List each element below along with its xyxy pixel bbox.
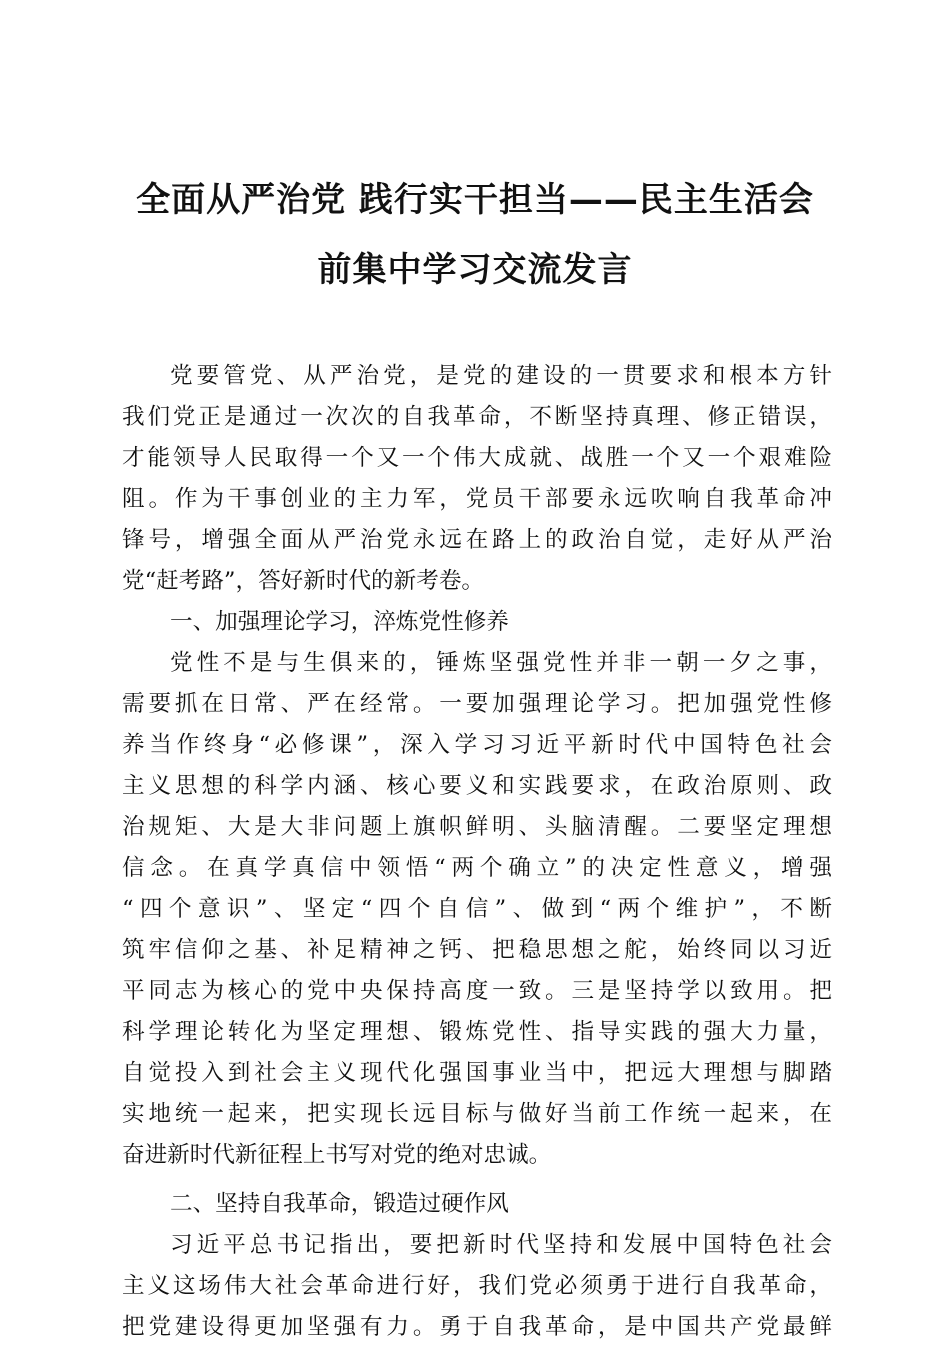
section-heading-1: 一、加强理论学习，淬炼党性修养 bbox=[170, 609, 509, 635]
paragraph-line: 主义这场伟大社会革命进行好，我们党必须勇于进行自我革命， bbox=[122, 1273, 832, 1299]
paragraph-line: 锋号，增强全面从严治党永远在路上的政治自觉，走好从严治 bbox=[122, 527, 832, 553]
paragraph-line: 主义思想的科学内涵、核心要义和实践要求，在政治原则、政 bbox=[122, 773, 832, 799]
paragraph-line: 平同志为核心的党中央保持高度一致。三是坚持学以致用。把 bbox=[122, 978, 832, 1004]
paragraph-line: 需要抓在日常、严在经常。一要加强理论学习。把加强党性修 bbox=[122, 691, 832, 717]
paragraph-line: 科学理论转化为坚定理想、锻炼党性、指导实践的强大力量， bbox=[122, 1019, 832, 1045]
section-heading-2: 二、坚持自我革命，锻造过硬作风 bbox=[170, 1191, 509, 1217]
paragraph-line: 我们党正是通过一次次的自我革命，不断坚持真理、修正错误， bbox=[122, 404, 832, 430]
paragraph-line: 党“赶考路”，答好新时代的新考卷。 bbox=[122, 568, 485, 594]
paragraph-line: 把党建设得更加坚强有力。勇于自我革命，是中国共产党最鲜 bbox=[122, 1314, 832, 1340]
paragraph-line: 筑牢信仰之基、补足精神之钙、把稳思想之舵，始终同以习近 bbox=[122, 937, 832, 963]
document-body bbox=[122, 356, 832, 1348]
paragraph-line: 养当作终身“必修课”，深入学习习近平新时代中国特色社会 bbox=[122, 732, 832, 758]
paragraph-line: 治规矩、大是大非问题上旗帜鲜明、头脑清醒。二要坚定理想 bbox=[122, 814, 832, 840]
paragraph-line: 奋进新时代新征程上书写对党的绝对忠诚。 bbox=[122, 1142, 552, 1168]
paragraph-line: 阻。作为干事创业的主力军，党员干部要永远吹响自我革命冲 bbox=[122, 486, 832, 512]
paragraph-line: 习近平总书记指出，要把新时代坚持和发展中国特色社会 bbox=[170, 1232, 832, 1258]
paragraph-line: “四个意识”、坚定“四个自信”、做到“两个维护”，不断 bbox=[122, 896, 832, 922]
paragraph-line: 实地统一起来，把实现长远目标与做好当前工作统一起来，在 bbox=[122, 1101, 832, 1127]
document-title-line-1: 全面从严治党 践行实干担当——民主生活会 bbox=[136, 180, 814, 220]
paragraph-line: 信念。在真学真信中领悟“两个确立”的决定性意义，增强 bbox=[122, 855, 832, 881]
paragraph-line: 党性不是与生俱来的，锤炼坚强党性并非一朝一夕之事， bbox=[170, 650, 832, 676]
paragraph-line: 自觉投入到社会主义现代化强国事业当中，把远大理想与脚踏 bbox=[122, 1060, 832, 1086]
paragraph-line: 才能领导人民取得一个又一个伟大成就、战胜一个又一个艰难险 bbox=[122, 445, 832, 471]
paragraph-line: 党要管党、从严治党，是党的建设的一贯要求和根本方针 bbox=[170, 363, 832, 389]
document-title-line-2: 前集中学习交流发言 bbox=[317, 250, 633, 290]
